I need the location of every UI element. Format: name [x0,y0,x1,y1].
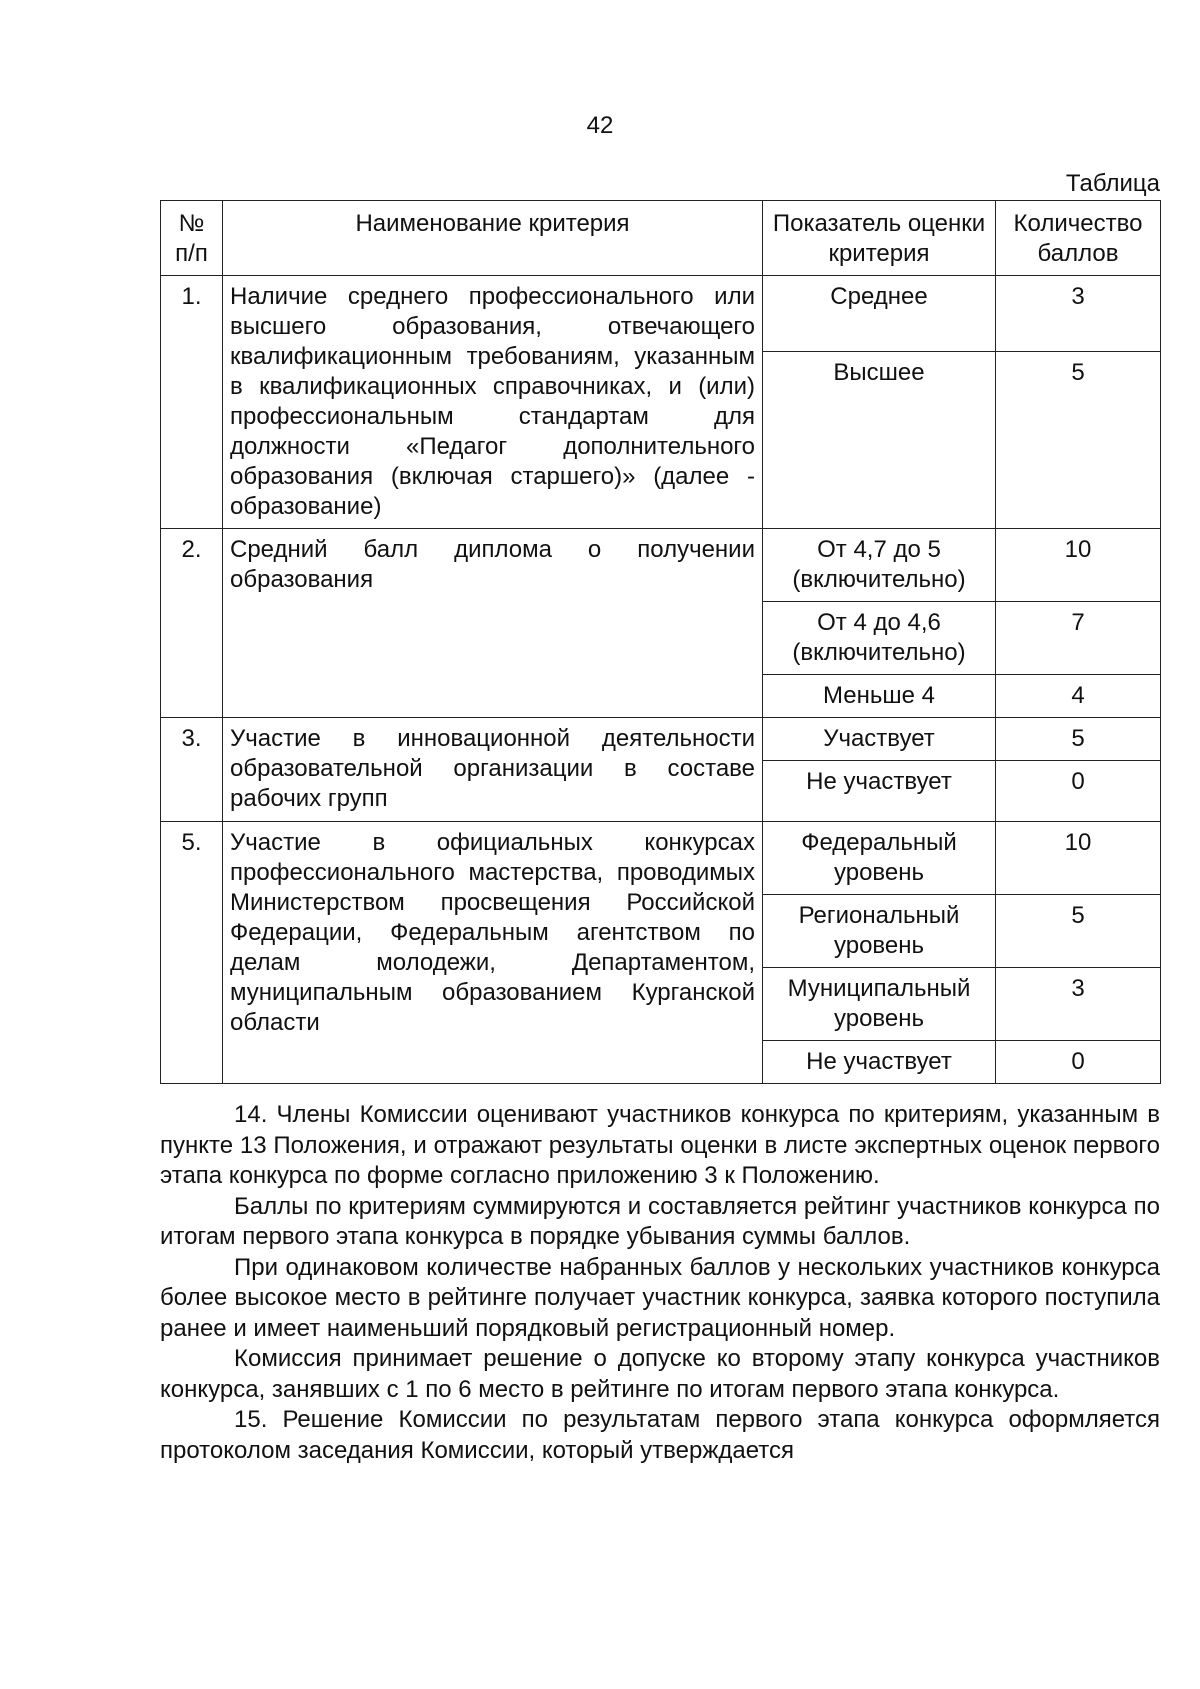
criterion-indicator: Региональный уровень [763,895,996,968]
criterion-points: 4 [996,675,1161,718]
paragraph: Баллы по критериям суммируются и составляется рейтинг участников конкурса по итогам первого этапа конкурса в порядке убывания суммы баллов. [160,1192,1160,1250]
criterion-indicator: Высшее [763,352,996,529]
criterion-points: 5 [996,352,1161,529]
criteria-table [160,200,1161,1084]
table-header-row [161,201,1161,276]
header-points: Количество баллов [996,201,1161,276]
criterion-number: 5. [161,822,223,1084]
table-row [161,529,1161,602]
paragraph: 14. Члены Комиссии оценивают участников конкурса по критериям, указанным в пункте 13 Положения, и отражают результаты оценки в листе экспертных оценок первого этапа конкурса по форме согласно приложению 3 к Положению. [160,1101,1160,1189]
header-num: № п/п [161,201,223,276]
body-text [160,1100,1160,1466]
criterion-points: 10 [996,529,1161,602]
criterion-number: 2. [161,529,223,718]
criterion-points: 3 [996,276,1161,352]
criterion-name: Участие в инновационной деятельности образовательной организации в составе рабочих групп [223,718,763,822]
criterion-indicator: Муниципальный уровень [763,968,996,1041]
criterion-indicator: От 4,7 до 5 (включительно) [763,529,996,602]
table-row [161,718,1161,761]
header-name: Наименование критерия [223,201,763,276]
paragraph: 15. Решение Комиссии по результатам первого этапа конкурса оформляется протоколом заседания Комиссии, который утверждается [160,1406,1160,1464]
criterion-number: 3. [161,718,223,822]
criterion-indicator: Федеральный уровень [763,822,996,895]
criterion-indicator: Меньше 4 [763,675,996,718]
paragraph: Комиссия принимает решение о допуске ко второму этапу конкурса участников конкурса, занявших с 1 по 6 место в рейтинге по итогам первого этапа конкурса. [160,1345,1160,1403]
criterion-indicator: Не участвует [763,1041,996,1084]
criterion-points: 7 [996,602,1161,675]
criterion-points: 5 [996,718,1161,761]
criterion-points: 3 [996,968,1161,1041]
criterion-name: Участие в официальных конкурсах профессионального мастерства, проводимых Министерством просвещения Российской Федерации, Федеральным агентством по делам молодежи, Департаментом, муниципальным образованием Курганской области [223,822,763,1084]
criterion-points: 0 [996,1041,1161,1084]
paragraph: При одинаковом количестве набранных баллов у нескольких участников конкурса более высокое место в рейтинге получает участник конкурса, заявка которого поступила ранее и имеет наименьший порядковый регистрационный номер. [160,1253,1160,1342]
criterion-points: 10 [996,822,1161,895]
criterion-name: Наличие среднего профессионального или высшего образования, отвечающего квалификационным требованиям, указанным в квалификационных справочниках, и (или) профессиональным стандартам для должности «Педагог дополнительного образования (включая старшего)» (далее - образование) [223,276,763,529]
table-row [161,276,1161,352]
table-caption: Таблица [1065,170,1160,197]
header-indicator: Показатель оценки критерия [763,201,996,276]
page-number: 42 [586,112,614,139]
table-row [161,822,1161,895]
criterion-indicator: Не участвует [763,761,996,822]
criterion-number: 1. [161,276,223,529]
criterion-points: 0 [996,761,1161,822]
criterion-indicator: Участвует [763,718,996,761]
criterion-name: Средний балл диплома о получении образования [223,529,763,718]
criterion-points: 5 [996,895,1161,968]
criterion-indicator: От 4 до 4,6 (включительно) [763,602,996,675]
criterion-indicator: Среднее [763,276,996,352]
